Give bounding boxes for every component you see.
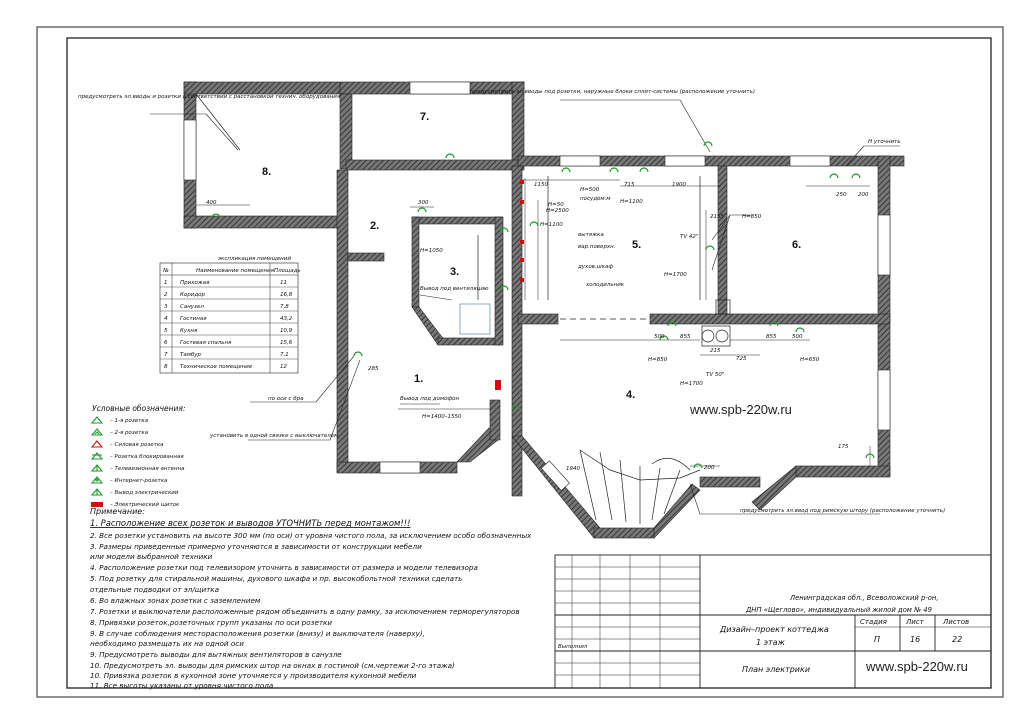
note-line: 8. Привязки розеток,розеточных групп указаны по оси розетки	[90, 618, 333, 627]
callouts	[78, 89, 945, 514]
dim-label: 1940	[566, 466, 580, 472]
title-executor: Выполнил	[558, 644, 588, 650]
callout-text	[78, 94, 341, 100]
title-project: ДНП «Щеглово», индивидуальный жилой дом № 49	[746, 606, 932, 614]
dim-label: 500	[792, 334, 803, 340]
title-address: Ленинградская обл., Всеволожский р-он,	[790, 594, 939, 602]
legend-item: – Интернет-розетка	[110, 478, 168, 484]
dim-label: Н=1050	[420, 248, 443, 254]
dim-label: Н=650	[800, 357, 820, 363]
dim-label: 200	[858, 192, 869, 198]
note-line: 9. Предусмотреть выводы для вытяжных вентиляторов в санузле	[90, 650, 342, 659]
legend-item: – Электрический щиток	[110, 502, 180, 508]
legend-item: – Вывод электрический	[110, 490, 179, 496]
dim-label: Н=2500	[546, 208, 569, 214]
room-label: 4.	[626, 389, 636, 401]
dim-label: 400	[206, 200, 217, 206]
note-line: 6. Во влажных зонах розетки с заземлением	[90, 596, 261, 605]
dim-label: 855	[680, 334, 691, 340]
dim-label: 2155	[710, 214, 724, 220]
title-floor: 1 этаж	[756, 638, 785, 647]
notes	[90, 507, 532, 690]
legend-item: – Силовая розетка	[110, 442, 164, 448]
title-site: www.spb-220w.ru	[866, 659, 968, 674]
dim-label: Н=850	[742, 214, 762, 220]
note-line: или модели выбранной техники	[90, 552, 213, 561]
explication-cell: 15,6	[280, 340, 293, 346]
note-line: 1. Расположение всех розеток и выводов УТОЧНИТЬ перед монтажом!!!	[90, 518, 411, 528]
explication-header: Площадь	[274, 268, 301, 274]
room-label: 5.	[632, 239, 642, 251]
title-stage-label: Стадия	[860, 618, 887, 626]
dim-label: Н=1100	[620, 199, 643, 205]
explication-cell: 7	[164, 352, 168, 358]
notes-title: Примечание:	[90, 507, 145, 516]
explication-cell: Тамбур	[180, 352, 202, 358]
dim-label: 215	[710, 348, 721, 354]
explication-cell: 4	[164, 316, 168, 322]
equipment-label: холодильник	[586, 282, 625, 288]
callout-text: установить в одной связке с выключателем	[210, 433, 339, 439]
title-sheets: 22	[952, 635, 963, 644]
note-line: 10. Привязка розеток в кухонной зоне уточняется у производителя кухонной мебели	[90, 671, 417, 680]
legend-title: Условные обозначения:	[92, 404, 186, 413]
dim-label: Н=1700	[680, 381, 703, 387]
legend-item: – 1-я розетка	[110, 418, 149, 424]
explication-cell: Коридор	[180, 292, 205, 298]
explication-cell: 12	[280, 364, 287, 370]
room-label: 2.	[370, 220, 380, 232]
note-line: 3. Размеры приведенные примерно уточняются в зависимости от конструкции мебели	[90, 542, 422, 551]
callout-text: по оси с бра	[268, 396, 304, 402]
explication-cell: 7,1	[280, 352, 289, 358]
title-sheets-label: Листов	[943, 618, 970, 626]
dim-label: 500	[654, 334, 665, 340]
room-label: 7.	[420, 111, 430, 123]
equipment-label: Н=1400–1550	[422, 414, 462, 420]
legend-symbols	[92, 417, 102, 495]
callout-line: предусмотреть эл.вводы и розетки в соответствии с расстановкой технич. оборудования	[78, 94, 341, 100]
explication-cell: 3	[164, 304, 168, 310]
title-plan: План электрики	[742, 665, 811, 674]
dim-label: 1150	[534, 182, 548, 188]
room-label: 6.	[792, 239, 802, 251]
equipment-label: TV 50"	[706, 372, 725, 378]
title-stage: П	[874, 635, 881, 644]
legend	[91, 404, 185, 508]
dim-label: Н=850	[648, 357, 668, 363]
explication-cell: Гостевая спальня	[180, 340, 232, 346]
explication-header: Наименование помещения	[196, 268, 275, 274]
dim-label: 175	[838, 444, 849, 450]
explication-cell: 43,2	[280, 316, 293, 322]
explication-title: экспликация помещений	[218, 256, 291, 262]
title-design: Дизайн–проект коттеджа	[720, 625, 829, 634]
explication-cell: 5	[164, 328, 168, 334]
dim-label: 285	[368, 366, 379, 372]
dim-label: Н=50	[548, 202, 564, 208]
dim-label: 1900	[672, 182, 686, 188]
note-line: 7. Розетки и выключатели расположенные рядом объединить в одну рамку, за исключением терморегуляторов	[90, 607, 520, 616]
equipment-label: духов.шкаф	[578, 264, 614, 270]
callout-text: предусмотреть эл.ввод под римскую штору (расположение уточнить)	[740, 508, 946, 514]
equipment-label: вар.поверхн.	[578, 244, 616, 250]
dim-label: 300	[418, 200, 429, 206]
explication-cell: 10,9	[280, 328, 293, 334]
explication-cell: 6	[164, 340, 168, 346]
dim-label: 855	[766, 334, 777, 340]
room-label: 3.	[450, 266, 460, 278]
explication-cell: Прихожая	[180, 280, 210, 286]
note-line: 4. Расположение розетки под телевизором уточнить в зависимости от размера и модели телевизора	[90, 563, 478, 572]
equipment-label: Вывод под вентиляцию	[420, 286, 489, 292]
dim-label: Н=500	[580, 187, 600, 193]
explication-table	[160, 256, 301, 373]
note-line: 2. Все розетки установить на высоте 300 мм (по оси) от уровня чистого пола, за исключением особо обозначенных	[90, 531, 532, 540]
dim-label: 200	[704, 465, 715, 471]
legend-item: – Розетка блокированная	[110, 454, 184, 460]
dim-label: 715	[624, 182, 635, 188]
dim-label: Н=1700	[664, 272, 687, 278]
explication-cell: 11	[280, 280, 287, 286]
equipment-label: посудом.м	[580, 196, 611, 202]
socket-symbols	[212, 142, 874, 468]
note-line: необходимо размещать их на одной оси	[90, 639, 244, 648]
dim-label: 725	[736, 356, 747, 362]
explication-cell: 2	[164, 292, 168, 298]
note-line: отдельные подводки от эл/щитка	[90, 585, 220, 594]
room-label: 8.	[262, 166, 272, 178]
legend-item: – 2-я розетка	[110, 430, 149, 436]
title-sheet-label: Лист	[906, 618, 924, 626]
explication-cell: 16,8	[280, 292, 293, 298]
equipment-label: Вывод под домофон	[400, 396, 460, 402]
dim-label: 250	[836, 192, 847, 198]
equipment-labels	[400, 196, 724, 420]
explication-cell: Гостиная	[180, 316, 207, 322]
room-label: 1.	[414, 373, 424, 385]
explication-cell: Кухня	[180, 328, 198, 334]
explication-header: №	[163, 268, 169, 274]
windows	[184, 82, 890, 490]
title-block-texts	[558, 594, 969, 674]
note-line: 9. В случае соблюдения месторасположения розетки (внизу) и выключателя (наверху),	[90, 629, 425, 638]
note-line: 5. Под розетку для стиральной машины, духового шкафа и пр. высокобольтной техники сделать	[90, 574, 463, 583]
equipment-label: TV 42"	[680, 234, 699, 240]
note-line: 11. Все высоты указаны от уровня чистого пола	[90, 681, 274, 690]
dim-label: Н=1100	[540, 222, 563, 228]
explication-cell: 8	[164, 364, 168, 370]
equipment-label: вытяжка	[578, 232, 604, 238]
explication-cell: 1	[164, 280, 168, 286]
explication-cell: Техническое помещение	[180, 364, 253, 370]
legend-item: – Телевизионная антенна	[110, 466, 185, 472]
explication-cell: Санузел	[180, 304, 204, 310]
note-line: 10. Предусмотреть эл. выводы для римских штор на окнах в гостиной (см.чертежи 2-го этажа)	[90, 661, 455, 670]
watermark: www.spb-220w.ru	[690, 402, 792, 417]
explication-cell: 7,8	[280, 304, 289, 310]
callout-text: предусмотреть эл.вводы под розетки, наружные блоки сплит-системы (расположение уточнить)	[470, 89, 755, 95]
callout-text: Н уточнить	[868, 139, 901, 145]
title-sheet: 16	[910, 635, 921, 644]
